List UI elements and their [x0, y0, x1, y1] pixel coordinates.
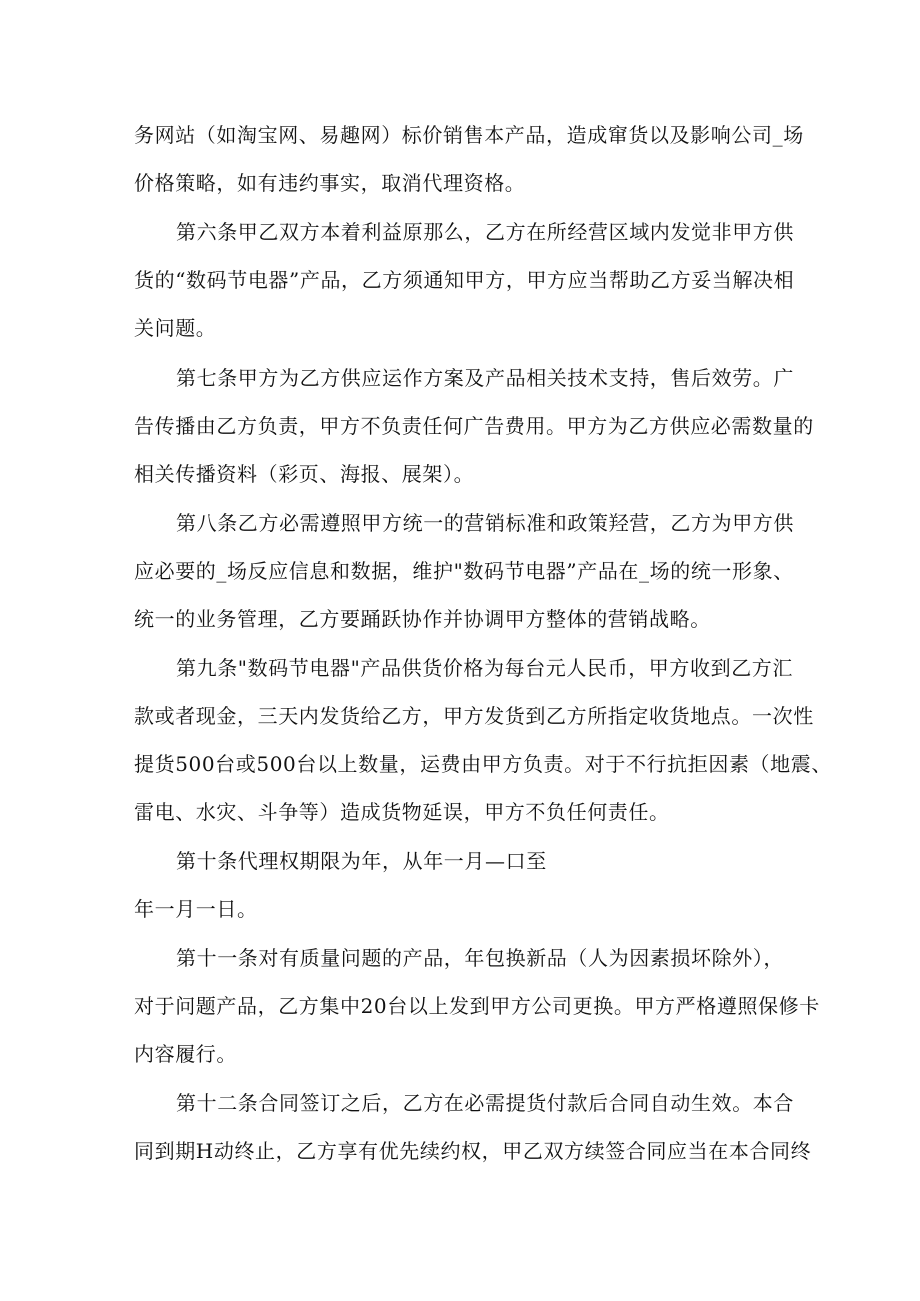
text-line: 告传播由乙方负责，甲方不负责任何广告费用。甲方为乙方供应必需数量的	[134, 414, 814, 438]
text-line: 内容履行。	[134, 1042, 237, 1066]
text-line: 款或者现金，三天内发货给乙方，甲方发货到乙方所指定收货地点。一次性	[134, 704, 814, 728]
text-line: 货的“数码节电器”产品，乙方须通知甲方，甲方应当帮助乙方妥当解决相	[134, 268, 795, 292]
article-10-line: 第十条代理权期限为年，从年一月—口至	[176, 849, 547, 873]
text-line: 相关传播资料（彩页、海报、展架）。	[134, 462, 475, 486]
text-line: 关问题。	[134, 316, 217, 340]
article-12-line: 第十二条合同签订之后，乙方在必需提货付款后合同自动生效。本合	[176, 1091, 794, 1115]
text-line: 同到期H动终止，乙方享有优先续约权，甲乙双方续签合同应当在本合同终	[134, 1139, 812, 1163]
text-line: 务网站（如淘宝网、易趣网）标价销售本产品，造成窜货以及影响公司_场	[134, 123, 804, 147]
text-line: 对于问题产品，乙方集中20台以上发到甲方公司更换。甲方严格遵照保修卡	[134, 994, 820, 1018]
article-7-line: 第七条甲方为乙方供应运作方案及产品相关技术支持，售后效劳。广	[176, 366, 794, 390]
article-11-line: 第十一条对有质量问题的产品，年包换新品（人为因素损坏除外），	[176, 946, 784, 970]
text-line: 年一月一日。	[134, 897, 258, 921]
text-line: 雷电、水灾、斗争等）造成货物延误，甲方不负任何责任。	[134, 800, 670, 824]
article-6-line: 第六条甲乙双方本着利益原那么，乙方在所经营区域内发觉非甲方供	[176, 220, 794, 244]
text-line: 统一的业务管理，乙方要踊跃协作并协调甲方整体的营销战略。	[134, 607, 711, 631]
text-line: 价格策略，如有违约事实，取消代理资格。	[134, 171, 526, 195]
text-line: 应必要的_场反应信息和数据，维护"数码节电器”产品在_场的统一形象、	[134, 559, 794, 583]
article-9-line: 第九条"数码节电器"产品供货价格为每台元人民币，甲方收到乙方汇	[176, 656, 793, 680]
text-line: 提货500台或500台以上数量，运费由甲方负责。对于不行抗拒因素（地震、	[134, 752, 832, 776]
article-8-line: 第八条乙方必需遵照甲方统一的营销标准和政策羟营，乙方为甲方供	[176, 511, 794, 535]
